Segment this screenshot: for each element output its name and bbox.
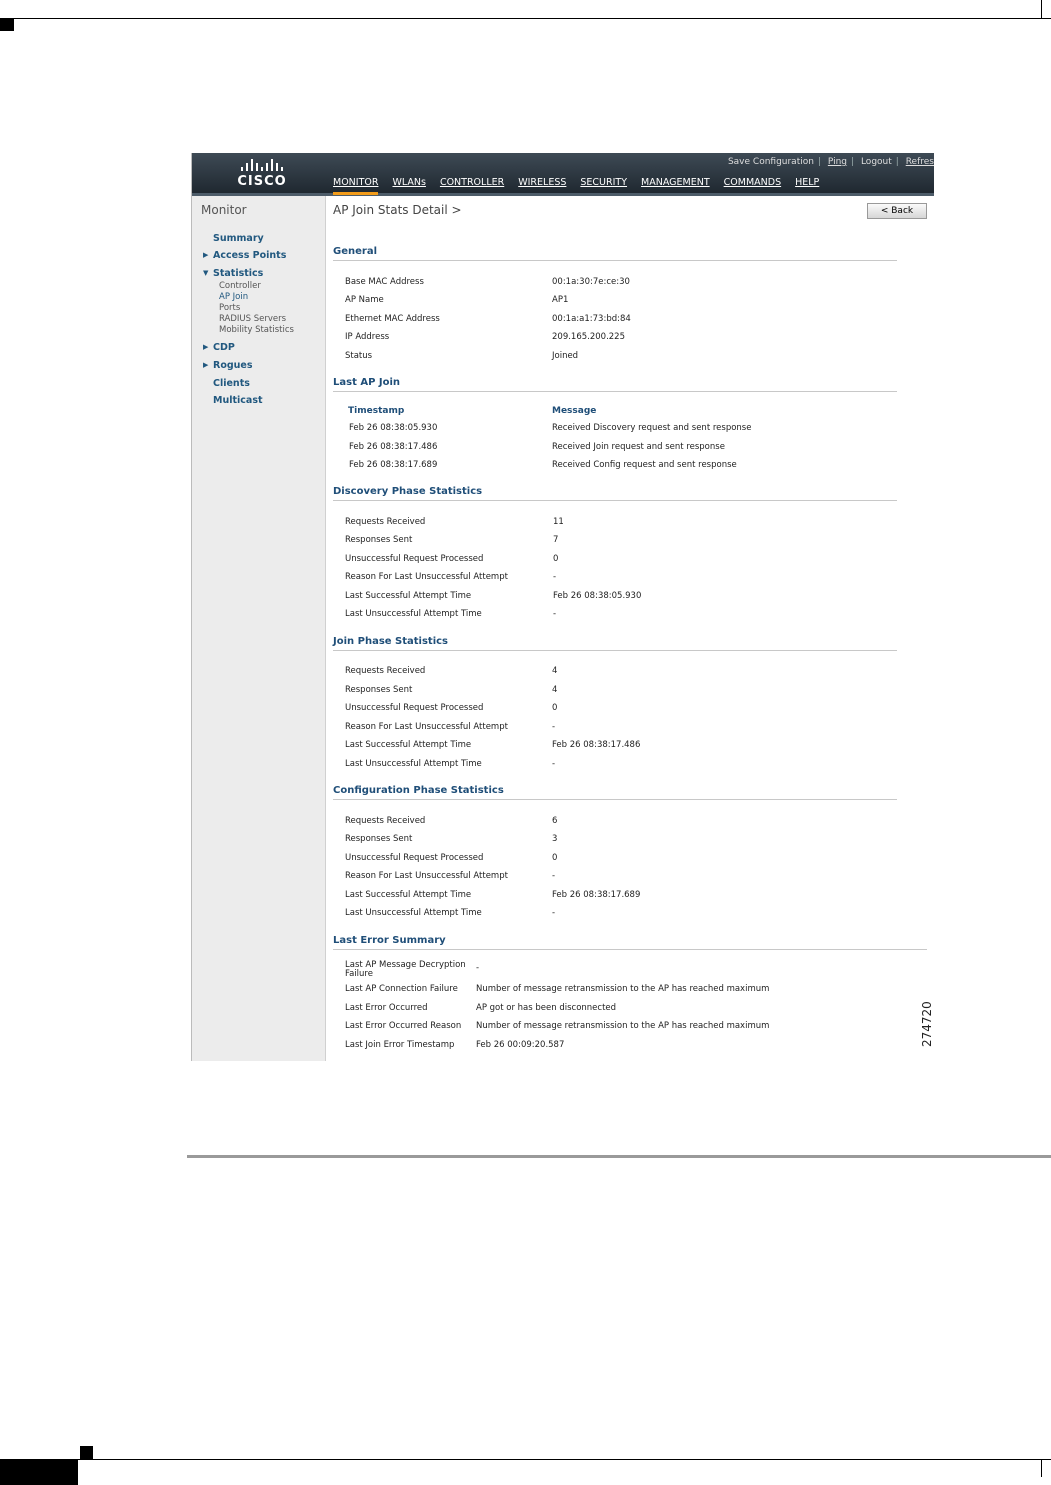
section-divider [333, 799, 897, 800]
field-label: Last Successful Attempt Time [345, 740, 472, 750]
refresh-link[interactable]: Refres [905, 157, 934, 167]
section-divider [333, 391, 897, 392]
field-label: Responses Sent [345, 535, 413, 545]
field-value: Feb 26 08:38:17.486 [552, 740, 641, 750]
field-label: Failure [345, 969, 373, 979]
sidebar-sub-ap-join[interactable]: AP Join [219, 292, 249, 302]
field-value: - [552, 871, 556, 881]
field-value: Feb 26 08:38:17.689 [552, 890, 641, 900]
field-value: - [552, 908, 556, 918]
field-value: 00:1a:30:7e:ce:30 [552, 277, 630, 287]
join-message-cell: Received Discovery request and sent response [552, 423, 752, 433]
sidebar-item-label: Rogues [213, 360, 253, 371]
field-value: - [476, 963, 480, 973]
page-edge-mark [1041, 0, 1042, 19]
join-timestamp-cell: Feb 26 08:38:17.486 [349, 442, 438, 452]
back-button[interactable]: < Back [867, 203, 927, 219]
field-label: Last AP Message Decryption [345, 960, 466, 970]
expand-arrow-icon[interactable]: ▶ [203, 361, 209, 369]
field-value: Feb 26 08:38:05.930 [553, 591, 642, 601]
field-value: - [553, 609, 557, 619]
field-label: Last Unsuccessful Attempt Time [345, 908, 482, 918]
menu-monitor[interactable]: MONITOR [333, 177, 378, 195]
cisco-bridge-icon [232, 157, 292, 171]
wlc-screenshot [191, 153, 934, 1061]
sidebar-item-label: Statistics [213, 268, 264, 279]
join-timestamp-cell: Feb 26 08:38:17.689 [349, 460, 438, 470]
sidebar-item-multicast[interactable]: Multicast [213, 395, 263, 406]
sidebar-item-label: CDP [213, 342, 235, 353]
field-value: 00:1a:a1:73:bd:84 [552, 314, 631, 324]
sidebar-title: Monitor [201, 203, 247, 217]
field-label: IP Address [345, 332, 390, 342]
field-label: Unsuccessful Request Processed [345, 554, 484, 564]
sidebar-item-rogues[interactable] [203, 360, 253, 371]
sidebar-item-label: Access Points [213, 250, 287, 261]
field-label: Last Unsuccessful Attempt Time [345, 759, 482, 769]
cisco-logo [232, 157, 292, 189]
sidebar [192, 196, 326, 1061]
menu-management[interactable]: MANAGEMENT [641, 177, 710, 188]
field-value: - [552, 759, 556, 769]
join-message-cell: Received Config request and sent response [552, 460, 737, 470]
expand-arrow-icon[interactable]: ▶ [203, 251, 209, 259]
join-message-cell: Received Join request and sent response [552, 442, 725, 452]
field-label: Last Unsuccessful Attempt Time [345, 609, 482, 619]
field-value: Number of message retransmission to the AP has reached maximum [476, 1021, 770, 1031]
section-title-last-error: Last Error Summary [333, 935, 446, 946]
cisco-wordmark: CISCO [237, 174, 287, 189]
field-label: Responses Sent [345, 685, 413, 695]
menu-security[interactable]: SECURITY [580, 177, 628, 188]
section-title-discovery: Discovery Phase Statistics [333, 486, 483, 497]
field-label: Ethernet MAC Address [345, 314, 440, 324]
menu-help[interactable]: HELP [795, 177, 820, 188]
sidebar-sub-radius-servers[interactable]: RADIUS Servers [219, 314, 287, 324]
section-title-configuration: Configuration Phase Statistics [333, 785, 504, 796]
menu-controller[interactable]: CONTROLLER [439, 177, 505, 188]
ping-link[interactable]: Ping [827, 157, 848, 167]
section-end-rule [187, 1155, 1051, 1158]
top-navigation-bar [192, 153, 934, 196]
field-value: 0 [552, 703, 558, 713]
section-divider [333, 650, 897, 651]
sidebar-item-cdp[interactable] [203, 342, 235, 353]
field-value: AP1 [552, 295, 569, 305]
field-value: 7 [553, 535, 559, 545]
section-title-general: General [333, 246, 377, 257]
field-value: 0 [552, 853, 558, 863]
menu-commands[interactable]: COMMANDS [723, 177, 782, 188]
field-value: - [552, 722, 556, 732]
column-header-timestamp: Timestamp [348, 406, 405, 416]
field-label: Last Successful Attempt Time [345, 591, 472, 601]
page-number-block [0, 1459, 78, 1485]
field-label: Unsuccessful Request Processed [345, 703, 484, 713]
field-label: Last Join Error Timestamp [345, 1040, 455, 1050]
field-value: 6 [552, 816, 558, 826]
page-top-rule [0, 18, 1051, 19]
field-value: 4 [552, 666, 558, 676]
menu-wlans[interactable]: WLANs [392, 177, 426, 188]
field-label: Responses Sent [345, 834, 413, 844]
field-value: Number of message retransmission to the AP has reached maximum [476, 984, 770, 994]
join-timestamp-cell: Feb 26 08:38:05.930 [349, 423, 438, 433]
field-label: Unsuccessful Request Processed [345, 853, 484, 863]
field-label: Reason For Last Unsuccessful Attempt [345, 871, 508, 881]
save-configuration-link[interactable]: Save Configuration [727, 157, 814, 167]
field-value: 209.165.200.225 [552, 332, 626, 342]
field-label: Last Error Occurred [345, 1003, 428, 1013]
sidebar-sub-controller[interactable]: Controller [219, 281, 261, 291]
field-label: Base MAC Address [345, 277, 424, 287]
field-label: Status [345, 351, 373, 361]
collapse-arrow-icon[interactable]: ▼ [203, 269, 209, 277]
field-value: 0 [553, 554, 559, 564]
page-edge-mark [1041, 1459, 1042, 1477]
figure-number: 274720 [920, 1001, 934, 1047]
field-value: 3 [552, 834, 558, 844]
page-bottom-rule [78, 1459, 1051, 1460]
field-label: Last Error Occurred Reason [345, 1021, 462, 1031]
field-value: Joined [552, 351, 579, 361]
field-value: - [553, 572, 557, 582]
page-corner-mark [0, 19, 14, 31]
main-content [333, 196, 933, 1061]
top-links: Save Configuration | Ping | Logout | Refres [727, 157, 934, 167]
logout-link[interactable]: Logout [860, 157, 892, 167]
section-divider [333, 260, 897, 261]
field-label: AP Name [345, 295, 384, 305]
field-label: Last AP Connection Failure [345, 984, 458, 994]
sidebar-item-summary[interactable]: Summary [213, 233, 264, 244]
main-menu [333, 177, 819, 195]
section-divider [333, 500, 897, 501]
sidebar-item-clients[interactable]: Clients [213, 378, 250, 389]
sidebar-item-statistics[interactable] [203, 268, 264, 279]
field-label: Requests Received [345, 666, 426, 676]
field-label: Requests Received [345, 816, 426, 826]
column-header-message: Message [552, 406, 597, 416]
field-label: Reason For Last Unsuccessful Attempt [345, 572, 508, 582]
field-value: 4 [552, 685, 558, 695]
field-value: 11 [553, 517, 564, 527]
section-divider [333, 949, 927, 950]
sidebar-item-access-points[interactable] [203, 250, 287, 261]
menu-wireless[interactable]: WIRELESS [518, 177, 567, 188]
page-title: AP Join Stats Detail > [333, 203, 462, 217]
section-title-last-ap-join: Last AP Join [333, 377, 401, 388]
section-title-join: Join Phase Statistics [333, 636, 449, 647]
field-value: AP got or has been disconnected [476, 1003, 617, 1013]
page-corner-mark [80, 1446, 93, 1459]
field-value: Feb 26 00:09:20.587 [476, 1040, 565, 1050]
sidebar-sub-ports[interactable]: Ports [219, 303, 241, 313]
expand-arrow-icon[interactable]: ▶ [203, 343, 209, 351]
field-label: Last Successful Attempt Time [345, 890, 472, 900]
sidebar-sub-mobility-statistics[interactable]: Mobility Statistics [219, 325, 294, 335]
field-label: Reason For Last Unsuccessful Attempt [345, 722, 508, 732]
field-label: Requests Received [345, 517, 426, 527]
